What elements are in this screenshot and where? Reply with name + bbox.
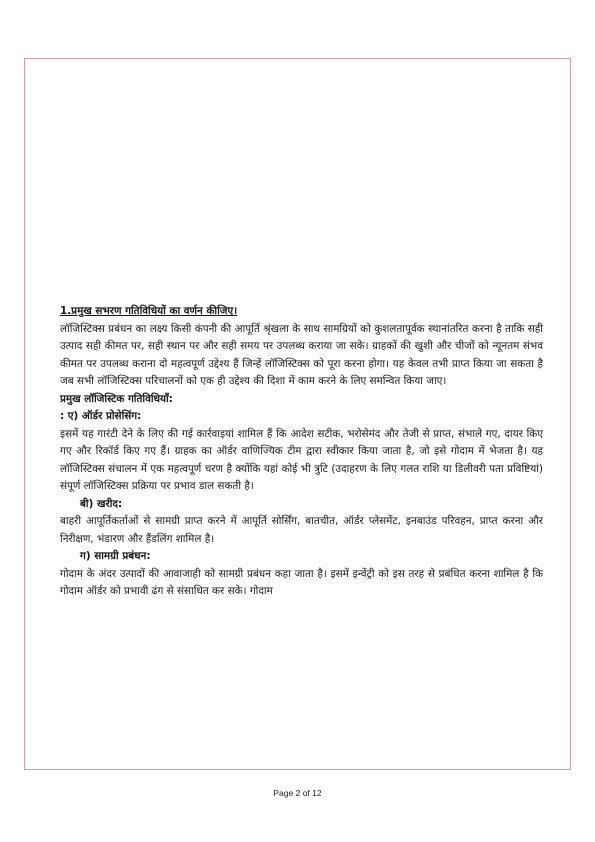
activity-heading-order-processing: : ए) ऑर्डर प्रोसेसिंग:: [60, 410, 142, 422]
document-body: [60, 303, 543, 601]
page-number: Page 2 of 12: [273, 788, 322, 798]
activity-text-purchase: बाहरी आपूर्तिकर्ताओं से सामग्री प्राप्त करने में आपूर्ति सोर्सिंग, बातचीत, ऑर्डर प्लेसमेंट, इनबाउंड परिवहन, प्राप्त करना और निरीक्षण, भंडारण और हैंडलिंग शामिल है।: [60, 515, 543, 545]
activity-text-order-processing: इसमें यह गारंटी देने के लिए की गई कार्रवाइयां शामिल हैं कि आदेश सटीक, भरोसेमंद और तेजी से प्राप्त, संभाले गए, दायर किए गए और रिकॉर्ड किए गए हैं। ग्राहक का ऑर्डर वाणिज्यिक टीम द्वारा स्वीकार किया जाता है, जो इसे गोदाम में भेजता है। यह लॉजिस्टिक्स संचालन में एक महत्वपूर्ण चरण है क्योंकि यहां कोई भी त्रुटि (उदाहरण के लिए गलत राशि या डिलीवरी पता प्रविष्टियां) संपूर्ण लॉजिस्टिक्स प्रक्रिया पर प्रभाव डाल सकती है।: [60, 427, 543, 492]
activity-heading-purchase: बी) खरीद:: [80, 497, 123, 510]
activity-text-material-management: गोदाम के अंदर उत्पादों की आवाजाही को सामग्री प्रबंधन कहा जाता है। इसमें इन्वेंट्री को इस तरह से प्रबंधित करना शामिल है कि गोदाम ऑर्डर को प्रभावी ढंग से संसाधित कर सके। गोदाम: [60, 567, 543, 597]
question-title: 1.प्रमुख सभरण गतिविधियों का वर्णन कीजिए।: [60, 305, 238, 317]
activities-heading: प्रमुख लॉजिस्टिक गतिविधियाँ:: [60, 392, 173, 405]
activity-heading-material-management: ग) सामग्री प्रबंधन:: [80, 550, 151, 562]
intro-paragraph: लॉजिस्टिक्स प्रबंधन का लक्ष्य किसी कंपनी की आपूर्ति श्रृंखला के साथ सामग्रियों को कुशलतापूर्वक स्थानांतरित करना है ताकि सही उत्पाद सही कीमत पर, सही स्थान पर और सही समय पर उपलब्ध कराया जा सके। ग्राहकों की खुशी और चीजों को न्यूनतम संभव कीमत पर उपलब्ध कराना दो महत्वपूर्ण उद्देश्य हैं जिन्हें लॉजिस्टिक्स को पूरा करना होगा। यह केवल तभी प्राप्त किया जा सकता है जब सभी लॉजिस्टिक्स परिचालनों को एक ही उद्देश्य की दिशा में काम करने के लिए समन्वित किया जाए।: [60, 322, 543, 387]
